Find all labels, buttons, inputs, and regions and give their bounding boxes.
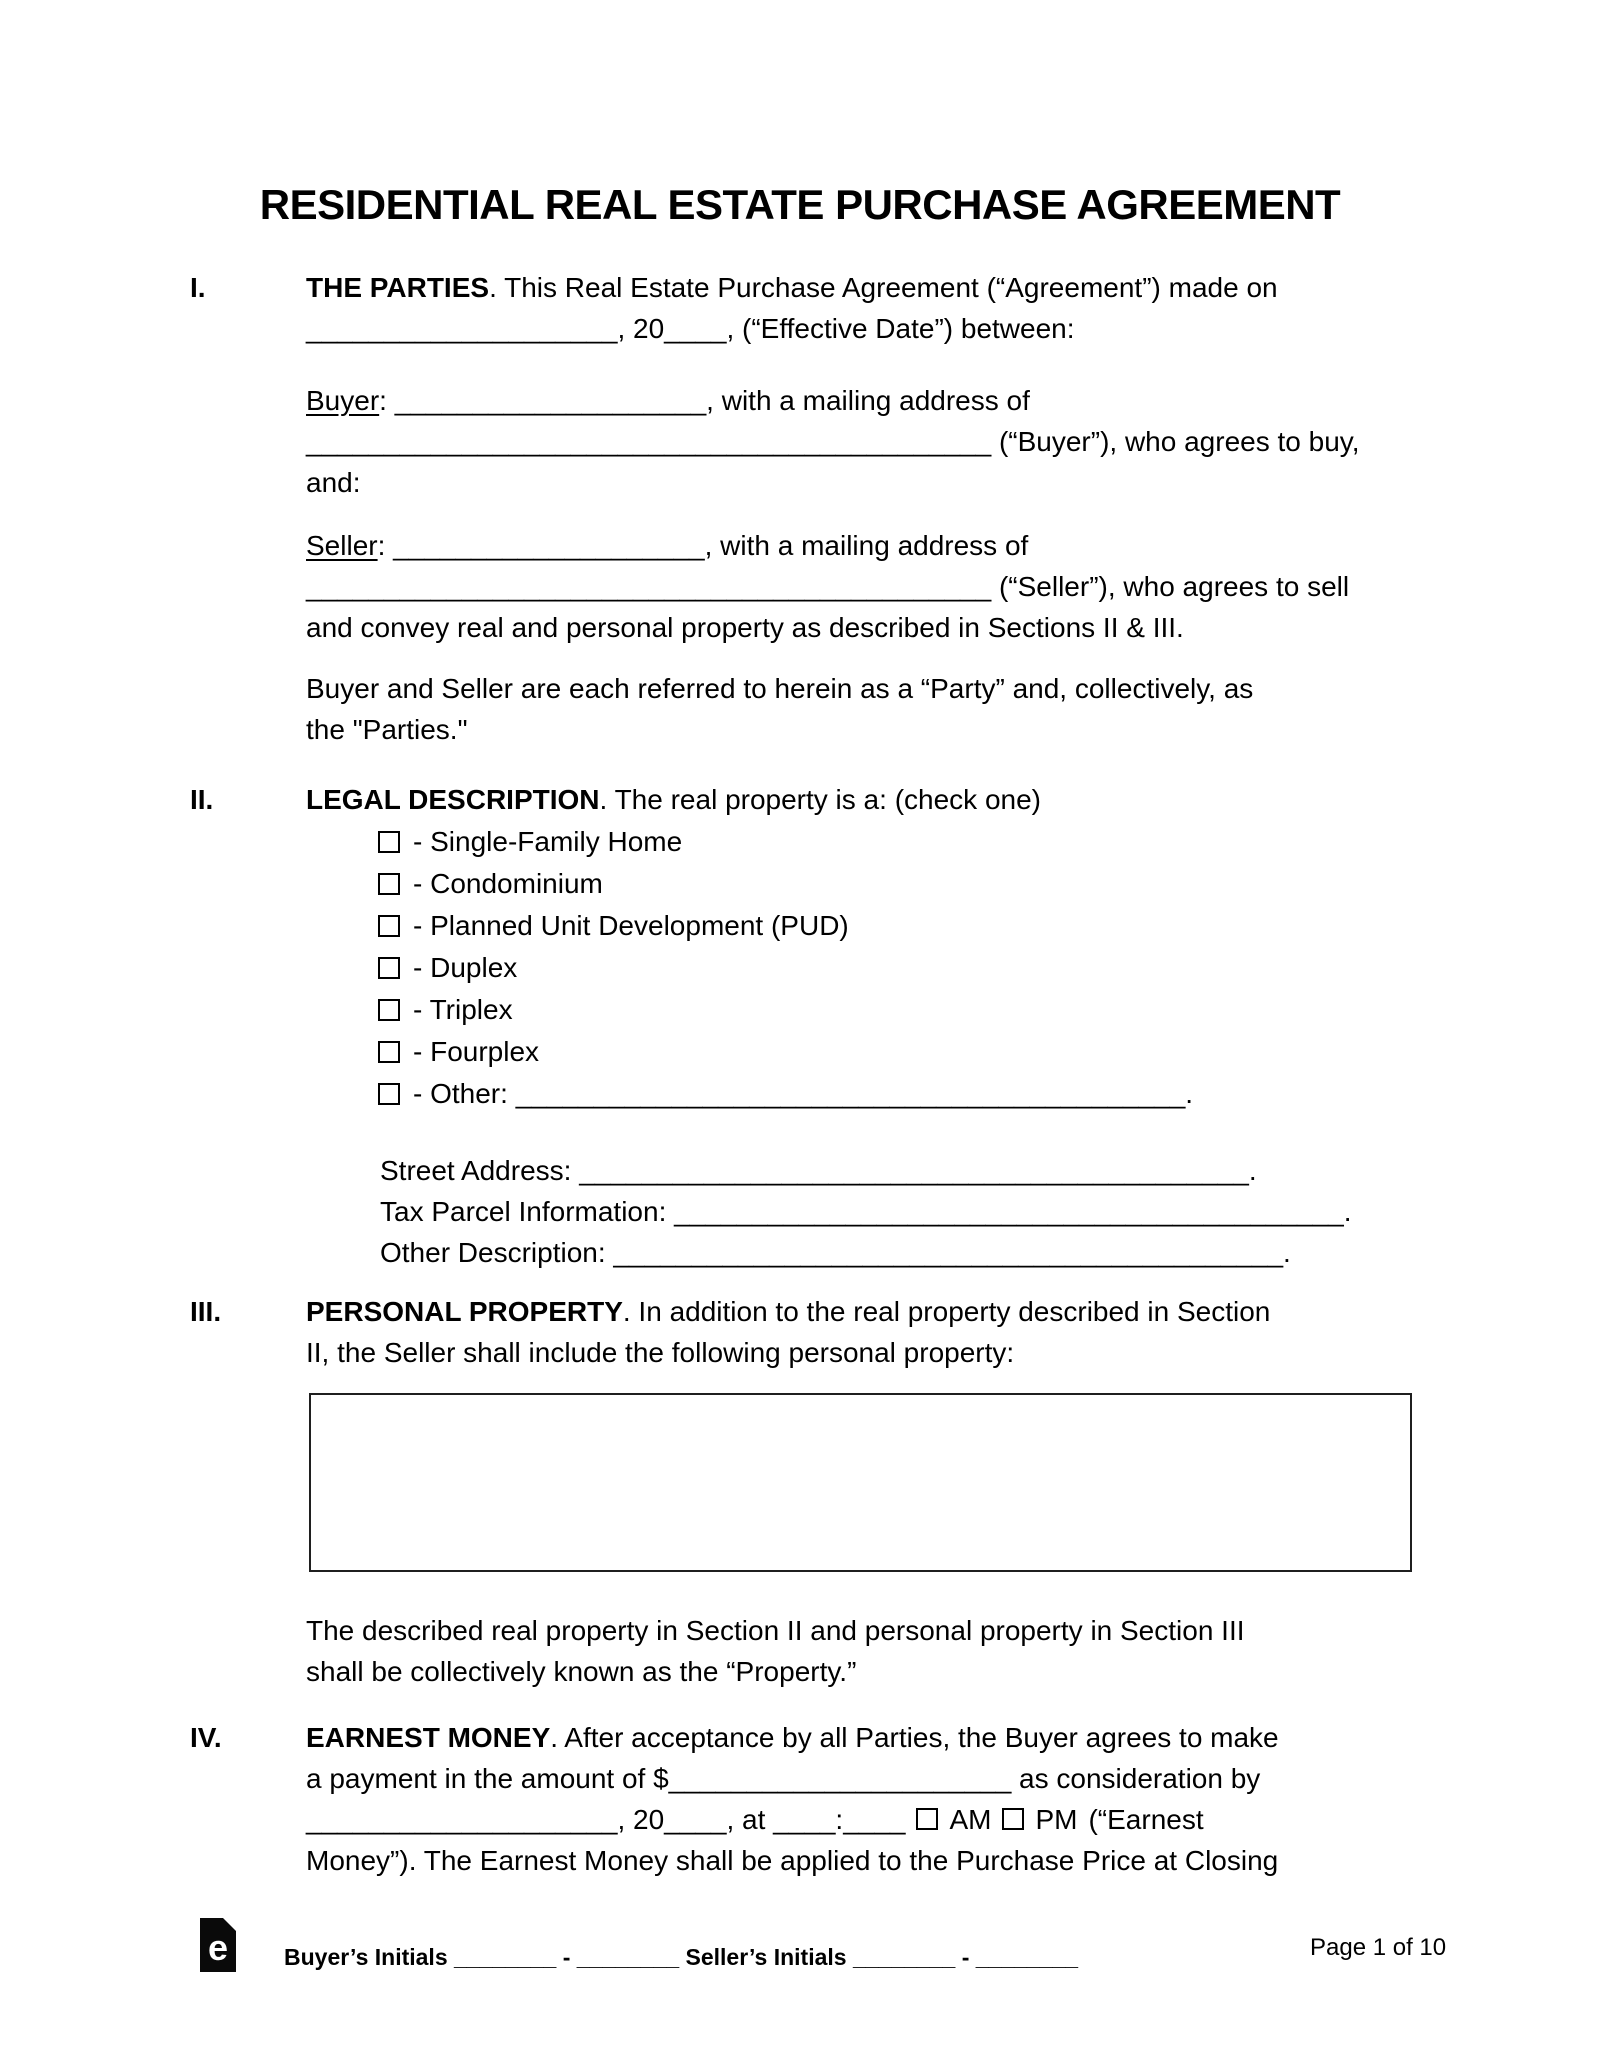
section-parties-text: [306, 267, 1278, 349]
eforms-logo: [200, 1918, 236, 1972]
buyer-label: Buyer: [306, 385, 380, 416]
section-legal-description: [190, 779, 1041, 820]
section-legal-numeral: II.: [190, 784, 214, 815]
legal-heading-rest: . The real property is a: (check one): [599, 784, 1041, 815]
page-indicator: Page 1 of 10: [1310, 1934, 1447, 1961]
pud-label: - Planned Unit Development (PUD): [413, 910, 849, 941]
personal-heading: PERSONAL PROPERTY: [306, 1296, 623, 1327]
tax-parcel-line: Tax Parcel Information: ___________________________________________.: [380, 1196, 1352, 1227]
section-parties-numeral: I.: [190, 272, 206, 303]
seller-line-3: and convey real and personal property as described in Sections II & III.: [306, 612, 1184, 643]
single-family-checkbox: [378, 831, 400, 853]
triplex-checkbox: [378, 999, 400, 1021]
logo-letter: e: [207, 1927, 229, 1968]
document-title: RESIDENTIAL REAL ESTATE PURCHASE AGREEMENT: [259, 181, 1341, 228]
collective-paragraph: [306, 668, 1253, 750]
property-note-line-2: shall be collectively known as the “Property.”: [306, 1656, 857, 1687]
section-legal-text: [306, 779, 1041, 820]
parties-heading: THE PARTIES: [306, 272, 490, 303]
personal-heading-line: [306, 1291, 1270, 1332]
section-earnest-money: [190, 1717, 1279, 1881]
am-checkbox: [916, 1808, 938, 1830]
earnest-heading-line: [306, 1717, 1279, 1758]
section-earnest-text: [306, 1717, 1279, 1881]
seller-line-1-rest: : ____________________, with a mailing address of: [377, 530, 1029, 561]
seller-line-2: ____________________________________________ (“Seller”), who agrees to sell: [306, 571, 1350, 602]
initials-line: Buyer’s Initials ________ - ________ Seller’s Initials ________ - ________: [284, 1944, 1079, 1970]
property-note-paragraph: [306, 1610, 1245, 1692]
property-type-checklist: [378, 821, 1193, 1115]
section-personal-numeral: III.: [190, 1296, 222, 1327]
address-block: [380, 1150, 1352, 1273]
legal-heading-line: [306, 779, 1041, 820]
parties-heading-line: [306, 267, 1278, 308]
single-family-label: - Single-Family Home: [413, 826, 683, 857]
personal-heading-rest: . In addition to the real property described in Section: [622, 1296, 1271, 1327]
legal-heading: LEGAL DESCRIPTION: [306, 784, 600, 815]
section-parties: [190, 267, 1278, 349]
earnest-line-3-post: (“Earnest: [1088, 1804, 1204, 1835]
earnest-heading: EARNEST MONEY: [306, 1722, 551, 1753]
collective-line-2: the "Parties.": [306, 714, 468, 745]
checklist-item-other: [378, 1073, 1193, 1115]
other-checkbox: [378, 1083, 400, 1105]
condominium-checkbox: [378, 873, 400, 895]
collective-line-1: Buyer and Seller are each referred to herein as a “Party” and, collectively, as: [306, 673, 1254, 704]
buyer-line-1-rest: : ____________________, with a mailing address of: [379, 385, 1030, 416]
pm-label: PM: [1035, 1804, 1078, 1835]
section-personal-text: [306, 1291, 1270, 1373]
duplex-label: - Duplex: [413, 952, 518, 983]
property-note-line-1: The described real property in Section II and personal property in Section III: [306, 1615, 1245, 1646]
triplex-label: - Triplex: [413, 994, 513, 1025]
fourplex-label: - Fourplex: [413, 1036, 540, 1067]
checklist-item-duplex: [378, 947, 1193, 989]
checklist-item-triplex: [378, 989, 1193, 1031]
checklist-item-fourplex: [378, 1031, 1193, 1073]
checklist-item-condominium: [378, 863, 1193, 905]
earnest-line-4: Money”). The Earnest Money shall be applied to the Purchase Price at Closing: [306, 1845, 1279, 1876]
duplex-checkbox: [378, 957, 400, 979]
section-personal-property: [190, 1291, 1270, 1373]
checklist-item-pud: [378, 905, 1193, 947]
parties-heading-rest: . This Real Estate Purchase Agreement (“Agreement”) made on: [489, 272, 1278, 303]
other-description-line: Other Description: ___________________________________________.: [380, 1237, 1291, 1268]
personal-property-box: [309, 1393, 1412, 1572]
personal-line-2: II, the Seller shall include the following personal property:: [306, 1337, 1015, 1368]
seller-paragraph: [306, 525, 1349, 648]
buyer-line-2: ____________________________________________ (“Buyer”), who agrees to buy,: [306, 426, 1360, 457]
earnest-line-3: [306, 1799, 1279, 1840]
seller-label: Seller: [306, 530, 378, 561]
am-label: AM: [949, 1804, 992, 1835]
earnest-line-3-pre: ____________________, 20____, at ____:____: [306, 1804, 906, 1835]
fourplex-checkbox: [378, 1041, 400, 1063]
parties-date-line: ____________________, 20____, (“Effective Date”) between:: [306, 313, 1075, 344]
condominium-label: - Condominium: [413, 868, 603, 899]
pud-checkbox: [378, 915, 400, 937]
section-earnest-numeral: IV.: [190, 1722, 222, 1753]
pm-checkbox: [1002, 1808, 1024, 1830]
seller-line-1: [306, 525, 1349, 566]
buyer-paragraph: [306, 380, 1359, 503]
earnest-line-2: a payment in the amount of $______________________ as consideration by: [306, 1763, 1261, 1794]
earnest-heading-rest: . After acceptance by all Parties, the Buyer agrees to make: [550, 1722, 1279, 1753]
checklist-item-single-family: [378, 821, 1193, 863]
buyer-line-3: and:: [306, 467, 361, 498]
street-address-line: Street Address: ___________________________________________.: [380, 1155, 1257, 1186]
other-label: - Other: ___________________________________________.: [413, 1078, 1194, 1109]
buyer-line-1: [306, 380, 1359, 421]
